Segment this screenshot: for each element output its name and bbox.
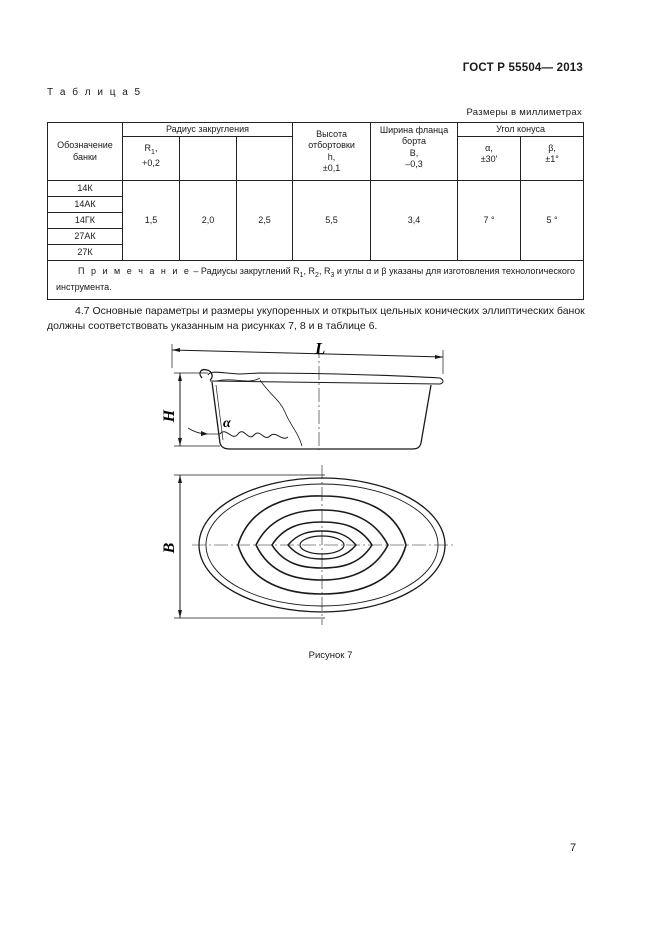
body-paragraph: 4.7 Основные параметры и размеры укупоренных и открытых цельных конических эллиптических банок должны соответствовать указанным на рисунках 7, 8 и в таблице 6. (47, 305, 585, 332)
header-beta: β, ±1° (521, 137, 584, 181)
table-units: Размеры в миллиметрах (466, 107, 582, 118)
label-H: H (161, 409, 178, 423)
cell-beta: 5 ° (521, 181, 584, 261)
table-row-label: 27АК (48, 229, 123, 245)
header-r1: $R_1$, +0,2 (123, 137, 180, 181)
figure-7-drawing (160, 340, 460, 630)
cell-alpha: 7 ° (458, 181, 521, 261)
cell-r1: 1,5 (123, 181, 180, 261)
header-flange: Ширина фланца борта B, –0,3 (371, 123, 458, 181)
header-radius-group: Радиус закругления (123, 123, 293, 137)
table-row-label: 27К (48, 245, 123, 261)
table-row-label: 14АК (48, 197, 123, 213)
label-B: B (161, 542, 178, 554)
header-angle-group: Угол конуса (458, 123, 584, 137)
cell-r2: 2,0 (180, 181, 237, 261)
table-note: П р и м е ч а н и е – Радиусы закруглений $R_1$, $R_2$, $R_3$ и углы α и β указаны для изготовления технологического инструмента. (48, 261, 584, 300)
spec-table (47, 122, 584, 300)
table-row-label: 14К (48, 181, 123, 197)
cell-flange: 3,4 (371, 181, 458, 261)
document-header (0, 62, 583, 74)
dimension-line-L (172, 350, 443, 357)
figure-caption: Рисунок 7 (308, 650, 353, 661)
header-r3 (237, 137, 293, 181)
table-row-label: 14ГК (48, 213, 123, 229)
table-caption: Т а б л и ц а 5 (47, 87, 143, 98)
header-r2 (180, 137, 237, 181)
standard-number: ГОСТ Р 55504— 2013 (462, 62, 583, 74)
page-number: 7 (570, 842, 577, 854)
header-alpha: α, ±30' (458, 137, 521, 181)
header-height: Высота отбортовки h, ±0,1 (293, 123, 371, 181)
cell-height: 5,5 (293, 181, 371, 261)
header-designation: Обозначение банки (48, 123, 123, 181)
label-L: L (315, 340, 326, 358)
cell-r3: 2,5 (237, 181, 293, 261)
label-alpha: α (223, 416, 231, 431)
